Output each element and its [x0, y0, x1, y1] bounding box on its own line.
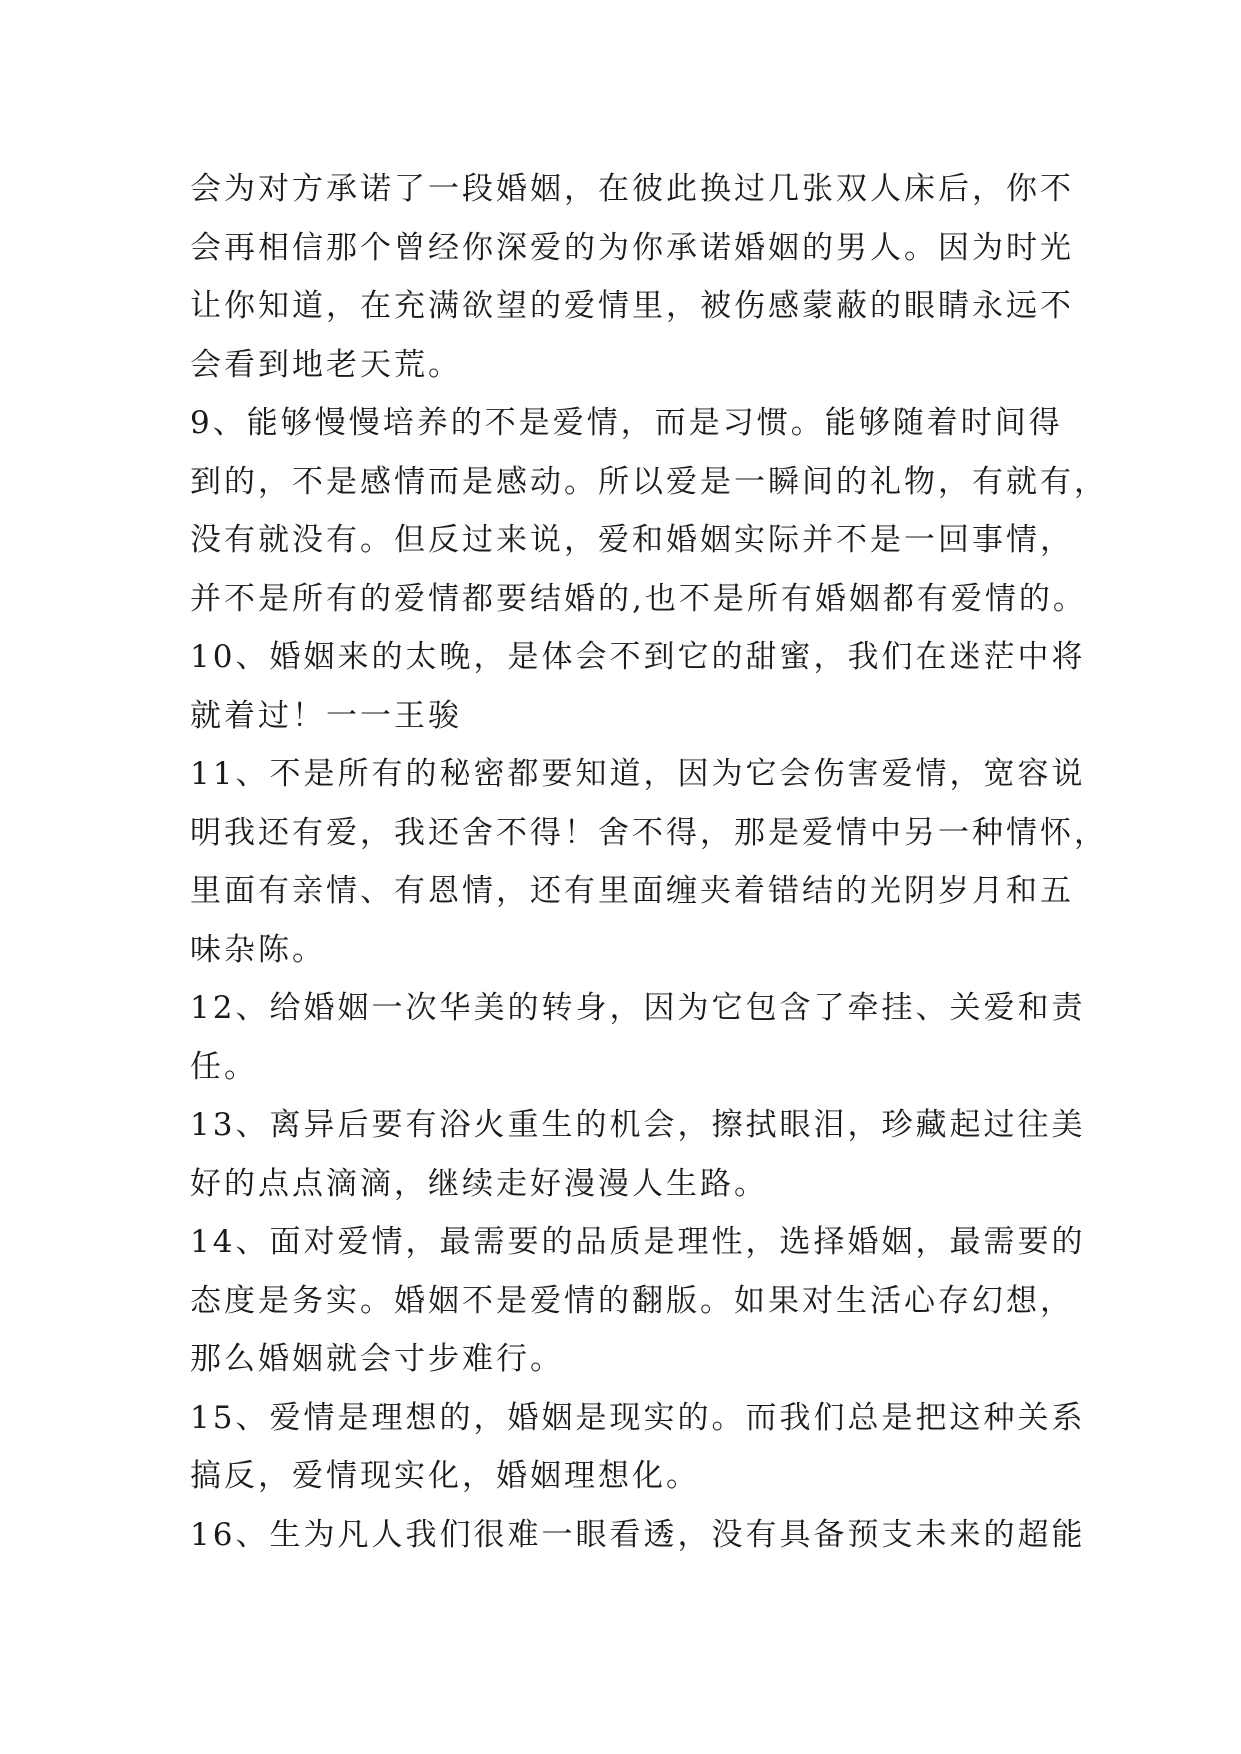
text-line: 会看到地老天荒。 [190, 346, 462, 383]
text-line: 味杂陈。 [190, 931, 326, 968]
text-line: 让你知道，在充满欲望的爱情里，被伤感蒙蔽的眼睛永远不 [190, 288, 1074, 324]
text-line: 态度是务实。婚姻不是爱情的翻版。如果对生活心存幻想， [190, 1282, 1074, 1319]
text-line: 任。 [190, 1048, 258, 1085]
text-line: 会再相信那个曾经你深爱的为你承诺婚姻的男人。因为时光 [190, 229, 1074, 266]
text-line: 16、生为凡人我们很难一眼看透，没有具备预支未来的超能 [190, 1516, 1086, 1553]
text-line: 9、能够慢慢培养的不是爱情，而是习惯。能够随着时间得 [190, 405, 1063, 441]
text-line: 11、不是所有的秘密都要知道，因为它会伤害爱情，宽容说 [190, 756, 1086, 792]
text-line: 没有就没有。但反过来说，爱和婚姻实际并不是一回事情， [190, 522, 1074, 558]
text-line: 搞反，爱情现实化，婚姻理想化。 [190, 1458, 700, 1494]
text-line: 那么婚姻就会寸步难行。 [190, 1341, 564, 1377]
text-line: 14、面对爱情，最需要的品质是理性，选择婚姻，最需要的 [190, 1224, 1086, 1260]
text-line: 13、离异后要有浴火重生的机会，擦拭眼泪，珍藏起过往美 [190, 1107, 1086, 1143]
text-line: 到的，不是感情而是感动。所以爱是一瞬间的礼物，有就有， [190, 463, 1108, 500]
text-line: 并不是所有的爱情都要结婚的,也不是所有婚姻都有爱情的。 [190, 580, 1087, 617]
document-body [190, 160, 1108, 1564]
text-line: 会为对方承诺了一段婚姻，在彼此换过几张双人床后，你不 [190, 171, 1074, 207]
text-line: 就着过！一一王骏 [190, 697, 462, 734]
text-line: 里面有亲情、有恩情，还有里面缠夹着错结的光阴岁月和五 [190, 873, 1074, 909]
text-line: 10、婚姻来的太晚，是体会不到它的甜蜜，我们在迷茫中将 [190, 639, 1086, 675]
text-line: 明我还有爱，我还舍不得！舍不得，那是爱情中另一种情怀， [190, 814, 1108, 851]
text-line: 15、爱情是理想的，婚姻是现实的。而我们总是把这种关系 [190, 1399, 1086, 1436]
text-line: 12、给婚姻一次华美的转身，因为它包含了牵挂、关爱和责 [190, 990, 1086, 1026]
text-line: 好的点点滴滴，继续走好漫漫人生路。 [190, 1165, 768, 1202]
